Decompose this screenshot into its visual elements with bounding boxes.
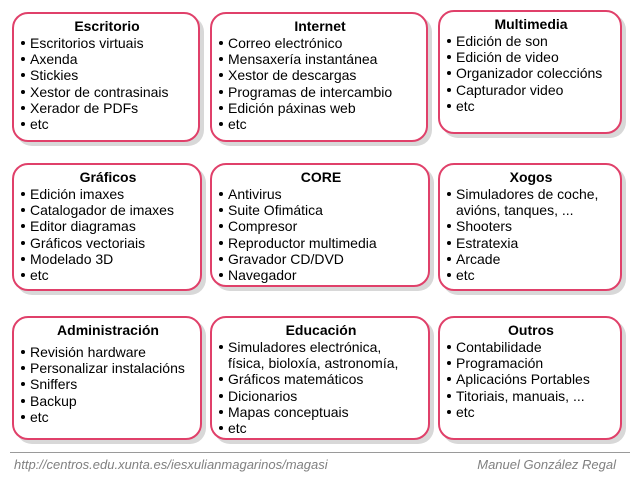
list-item	[20, 376, 196, 392]
list-item-text: avións, tanques, ...	[456, 202, 574, 219]
list-item	[218, 186, 424, 202]
list-item	[446, 218, 616, 234]
bullet-icon	[21, 192, 25, 196]
list-item	[20, 100, 194, 116]
list-item	[446, 82, 616, 98]
bullet-icon	[447, 273, 451, 277]
list-item-text: Reproductor multimedia	[228, 234, 377, 251]
list-item-text: Revisión hardware	[30, 344, 146, 360]
list-item-text: Suite Ofimática	[228, 202, 323, 219]
card-graficos	[12, 163, 202, 291]
bullet-icon	[21, 57, 25, 61]
list-item-text: Simuladores de coche,	[456, 186, 599, 202]
list-item	[20, 251, 196, 267]
card-internet	[210, 12, 428, 142]
list-item-text: etc	[228, 420, 247, 437]
bullet-icon	[447, 55, 451, 59]
list-item	[218, 339, 424, 355]
card-title: Multimedia	[494, 16, 568, 32]
bullet-icon	[21, 399, 25, 403]
list-item	[446, 49, 616, 65]
bullet-icon	[219, 192, 223, 196]
card-title: Outros	[508, 322, 554, 338]
list-item-text: Organizador coleccións	[456, 65, 603, 82]
bullet-icon	[447, 241, 451, 245]
list-item	[446, 65, 616, 81]
list-item-text: Navegador	[228, 267, 297, 284]
list-item-text: Edición de son	[456, 33, 548, 49]
list-item	[446, 186, 616, 202]
card-core	[210, 163, 430, 287]
bullet-icon	[21, 350, 25, 354]
list-item	[20, 67, 194, 83]
bullet-icon	[219, 122, 223, 126]
list-item-text: Gravador CD/DVD	[228, 250, 344, 267]
list-item-text: Gráficos vectoriais	[30, 234, 146, 251]
bullet-icon	[219, 345, 223, 349]
list-item	[218, 404, 424, 420]
card-educacion	[210, 316, 430, 440]
list-item	[446, 98, 616, 114]
bullet-icon	[219, 224, 223, 228]
list-item	[20, 218, 196, 234]
card-title: Escritorio	[74, 18, 140, 34]
list-item-text: Editor diagramas	[30, 218, 136, 235]
card-title: Educación	[285, 322, 357, 338]
list-item-text: Modelado 3D	[30, 250, 114, 267]
card-list	[218, 339, 424, 436]
bullet-icon	[447, 88, 451, 92]
list-item-text: Edición imaxes	[30, 186, 125, 202]
list-item-text: etc	[30, 267, 49, 284]
list-item	[218, 267, 424, 283]
list-item-text: física, bioloxía, astronomía,	[228, 355, 399, 372]
bullet-icon	[447, 39, 451, 43]
list-item-text: Programación	[456, 355, 544, 372]
list-item-text: Mensaxería instantánea	[228, 51, 378, 68]
list-item-continuation	[446, 202, 616, 218]
bullet-icon	[21, 382, 25, 386]
list-item	[218, 100, 422, 116]
bullet-icon	[447, 224, 451, 228]
bullet-icon	[219, 394, 223, 398]
list-item-text: Antivirus	[228, 186, 282, 202]
card-list	[446, 33, 616, 114]
list-item	[446, 267, 616, 283]
card-title: Gráficos	[79, 169, 137, 185]
list-item-text: Mapas conceptuais	[228, 403, 349, 420]
card-list	[218, 186, 424, 283]
bullet-icon	[21, 273, 25, 277]
bullet-icon	[21, 73, 25, 77]
list-item-text: Gráficos matemáticos	[228, 371, 364, 388]
card-escritorio	[12, 12, 200, 142]
list-item-text: Stickies	[30, 67, 79, 84]
list-item-text: Dicionarios	[228, 387, 298, 404]
list-item-continuation	[218, 355, 424, 371]
card-title: Xogos	[509, 169, 553, 185]
bullet-icon	[21, 90, 25, 94]
bullet-icon	[219, 410, 223, 414]
card-list	[20, 186, 196, 283]
bullet-icon	[447, 410, 451, 414]
list-item-text: Programas de intercambio	[228, 83, 393, 100]
list-item-text: etc	[456, 403, 475, 420]
list-item-text: etc	[456, 267, 475, 284]
card-list	[218, 35, 422, 132]
card-multimedia	[438, 10, 622, 134]
bullet-icon	[447, 71, 451, 75]
bullet-icon	[219, 257, 223, 261]
card-outros	[438, 316, 622, 440]
list-item	[218, 388, 424, 404]
list-item	[218, 116, 422, 132]
list-item	[218, 420, 424, 436]
bullet-icon	[447, 192, 451, 196]
card-administracion	[12, 316, 202, 440]
list-item	[218, 371, 424, 387]
bullet-icon	[219, 208, 223, 212]
list-item-text: Sniffers	[30, 376, 78, 393]
list-item	[446, 355, 616, 371]
card-xogos	[438, 163, 622, 291]
bullet-icon	[447, 377, 451, 381]
bullet-icon	[219, 377, 223, 381]
list-item	[218, 84, 422, 100]
list-item	[218, 251, 424, 267]
card-list	[20, 344, 196, 425]
bullet-icon	[219, 106, 223, 110]
bullet-icon	[21, 106, 25, 110]
list-item	[20, 235, 196, 251]
bullet-icon	[21, 241, 25, 245]
list-item	[20, 393, 196, 409]
list-item-text: Arcade	[456, 250, 501, 267]
list-item-text: Edición de video	[456, 49, 559, 66]
card-title: Administración	[57, 322, 159, 338]
card-title: CORE	[300, 169, 342, 185]
list-item-text: Catalogador de imaxes	[30, 202, 174, 219]
bullet-icon	[21, 224, 25, 228]
list-item	[20, 116, 194, 132]
list-item-text: etc	[30, 116, 49, 133]
list-item	[20, 344, 196, 360]
list-item	[446, 404, 616, 420]
list-item-text: Xestor de contrasinais	[30, 83, 169, 100]
footer-url: http://centros.edu.xunta.es/iesxulianmagarinos/magasi	[14, 457, 328, 472]
list-item	[446, 339, 616, 355]
list-item	[20, 267, 196, 283]
bullet-icon	[219, 57, 223, 61]
bullet-icon	[219, 90, 223, 94]
bullet-icon	[447, 361, 451, 365]
list-item	[446, 388, 616, 404]
bullet-icon	[447, 345, 451, 349]
list-item-text: etc	[30, 408, 49, 425]
bullet-icon	[21, 257, 25, 261]
list-item-text: Xestor de descargas	[228, 67, 357, 84]
list-item-text: Capturador video	[456, 81, 564, 98]
list-item	[20, 360, 196, 376]
list-item-text: etc	[228, 116, 247, 133]
list-item	[218, 218, 424, 234]
list-item	[20, 202, 196, 218]
list-item-text: Aplicacións Portables	[456, 371, 590, 388]
card-title: Internet	[294, 18, 346, 34]
bullet-icon	[219, 241, 223, 245]
list-item-text: Correo electrónico	[228, 35, 343, 51]
list-item	[20, 84, 194, 100]
list-item-text: Estratexia	[456, 234, 519, 251]
bullet-icon	[447, 394, 451, 398]
list-item	[218, 67, 422, 83]
bullet-icon	[21, 41, 25, 45]
list-item-text: Edición páxinas web	[228, 99, 356, 116]
list-item	[446, 235, 616, 251]
list-item	[20, 35, 194, 51]
list-item	[446, 251, 616, 267]
list-item	[218, 202, 424, 218]
list-item	[20, 409, 196, 425]
list-item	[20, 51, 194, 67]
card-list	[446, 339, 616, 420]
list-item-text: Compresor	[228, 218, 298, 235]
list-item	[20, 186, 196, 202]
bullet-icon	[21, 208, 25, 212]
list-item-text: etc	[456, 97, 475, 114]
bullet-icon	[219, 426, 223, 430]
list-item-text: Backup	[30, 392, 77, 409]
list-item-text: Xerador de PDFs	[30, 99, 139, 116]
list-item-text: Contabilidade	[456, 339, 542, 355]
bullet-icon	[21, 122, 25, 126]
bullet-icon	[447, 104, 451, 108]
footer-author: Manuel González Regal	[477, 457, 616, 472]
list-item-text: Simuladores electrónica,	[228, 339, 382, 355]
bullet-icon	[219, 73, 223, 77]
list-item-text: Shooters	[456, 218, 513, 235]
list-item-text: Titoriais, manuais, ...	[456, 387, 585, 404]
bullet-icon	[447, 257, 451, 261]
list-item-text: Axenda	[30, 51, 78, 68]
list-item	[218, 35, 422, 51]
list-item-text: Personalizar instalacións	[30, 360, 185, 377]
footer-divider	[10, 452, 630, 453]
bullet-icon	[21, 415, 25, 419]
list-item	[218, 235, 424, 251]
list-item	[446, 371, 616, 387]
card-list	[20, 35, 194, 132]
list-item-text: Escritorios virtuais	[30, 35, 144, 51]
bullet-icon	[219, 273, 223, 277]
bullet-icon	[219, 41, 223, 45]
bullet-icon	[21, 366, 25, 370]
list-item	[218, 51, 422, 67]
list-item	[446, 33, 616, 49]
card-list	[446, 186, 616, 283]
